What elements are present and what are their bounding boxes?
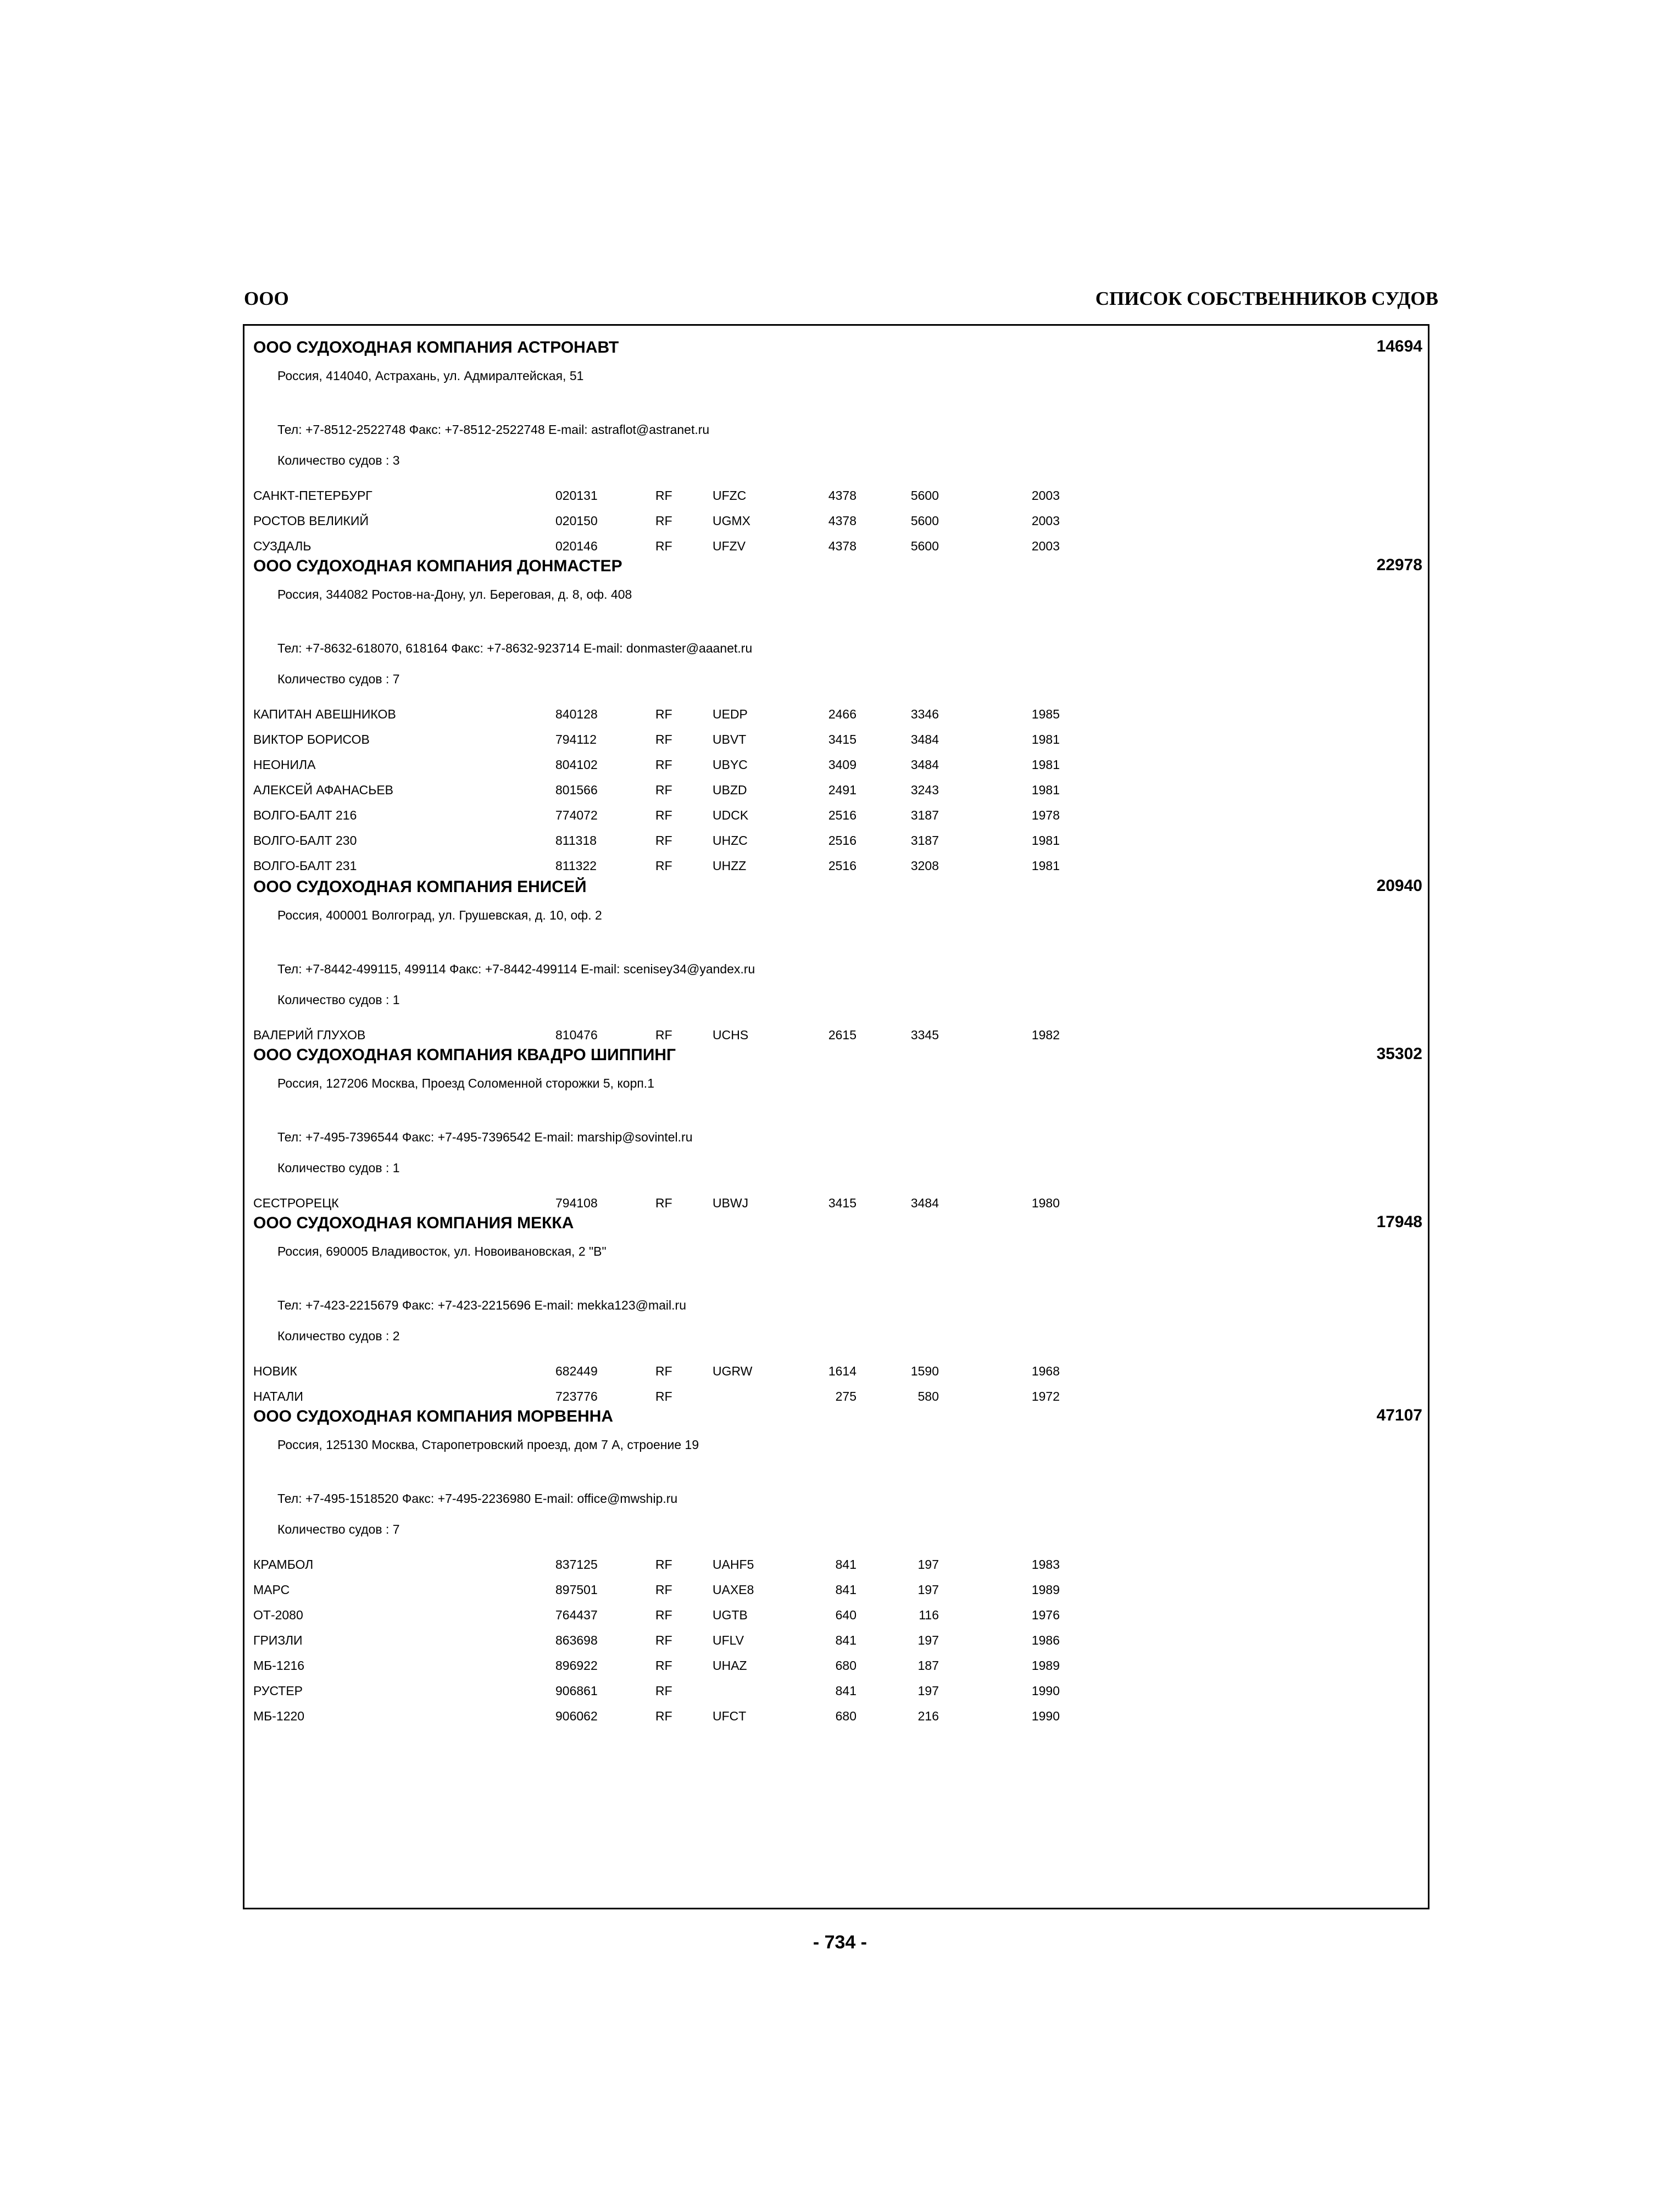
ship-reg-number: 811322	[555, 859, 597, 873]
ship-gross-tonnage: 3415	[828, 732, 856, 747]
ship-build-year: 1982	[1031, 1028, 1060, 1042]
ship-gross-tonnage: 2615	[828, 1028, 856, 1042]
ship-reg-number: 897501	[555, 1583, 598, 1597]
ship-gross-tonnage: 841	[835, 1583, 856, 1597]
ship-flag: RF	[655, 1583, 672, 1597]
ship-reg-number: 810476	[555, 1028, 598, 1042]
ship-name: ВОЛГО-БАЛТ 230	[253, 833, 357, 848]
ship-row	[244, 1657, 1428, 1680]
ship-deadweight: 197	[917, 1633, 939, 1647]
ship-gross-tonnage: 4378	[828, 539, 856, 553]
ship-gross-tonnage: 2516	[828, 859, 856, 873]
company-id: 22978	[1376, 556, 1422, 574]
ship-row	[244, 1556, 1428, 1579]
ship-name: СЕСТРОРЕЦК	[253, 1196, 339, 1210]
ship-gross-tonnage: 275	[835, 1389, 856, 1403]
ship-name: НЕОНИЛА	[253, 757, 316, 772]
ship-count: Количество судов : 7	[277, 672, 400, 686]
ship-build-year: 1981	[1031, 732, 1060, 747]
ship-build-year: 1978	[1031, 808, 1060, 822]
ship-callsign: UGRW	[713, 1364, 753, 1378]
ship-deadweight: 197	[917, 1684, 939, 1698]
ship-row	[244, 1607, 1428, 1630]
ship-reg-number: 804102	[555, 757, 598, 772]
ship-callsign: UGMX	[713, 514, 750, 528]
ship-name: РУСТЕР	[253, 1684, 303, 1698]
company-name: ООО СУДОХОДНАЯ КОМПАНИЯ АСТРОНАВТ	[253, 338, 619, 356]
ship-callsign: UFZV	[713, 539, 746, 553]
ship-callsign: UFCT	[713, 1709, 747, 1723]
ship-callsign: UFZC	[713, 488, 747, 503]
ship-name: МАРС	[253, 1583, 290, 1597]
ship-name: ВИКТОР БОРИСОВ	[253, 732, 370, 747]
ship-build-year: 1981	[1031, 833, 1060, 848]
ship-row	[244, 706, 1428, 729]
ship-flag: RF	[655, 783, 672, 797]
ship-deadweight: 3484	[910, 732, 939, 747]
company-contacts: Тел: +7-423-2215679 Факс: +7-423-2215696 E-mail: mekka123@mail.ru	[277, 1298, 686, 1312]
ship-reg-number: 020146	[555, 539, 598, 553]
ship-row	[244, 756, 1428, 779]
ship-deadweight: 3345	[910, 1028, 939, 1042]
ship-reg-number: 723776	[555, 1389, 598, 1403]
company-contacts: Тел: +7-8512-2522748 Факс: +7-8512-2522748 E-mail: astraflot@astranet.ru	[277, 422, 710, 437]
ship-name: ВОЛГО-БАЛТ 231	[253, 859, 357, 873]
ship-row	[244, 1632, 1428, 1655]
ship-flag: RF	[655, 707, 672, 721]
ship-build-year: 1981	[1031, 757, 1060, 772]
ship-deadweight: 116	[919, 1608, 939, 1622]
ship-callsign: UHZZ	[713, 859, 747, 873]
company-address: Россия, 690005 Владивосток, ул. Новоивановская, 2 "В"	[277, 1244, 607, 1258]
ship-flag: RF	[655, 1709, 672, 1723]
ship-row	[244, 1708, 1428, 1731]
ship-build-year: 1981	[1031, 859, 1060, 873]
ship-row	[244, 832, 1428, 855]
company-contacts: Тел: +7-8632-618070, 618164 Факс: +7-8632-923714 E-mail: donmaster@aaanet.ru	[277, 641, 753, 655]
ship-reg-number: 840128	[555, 707, 598, 721]
ship-row	[244, 782, 1428, 805]
company-address: Россия, 344082 Ростов-на-Дону, ул. Береговая, д. 8, оф. 408	[277, 587, 632, 601]
ship-flag: RF	[655, 1658, 672, 1673]
ship-flag: RF	[655, 757, 672, 772]
ship-callsign: UFLV	[713, 1633, 744, 1647]
ship-name: КРАМБОЛ	[253, 1557, 314, 1572]
company-address: Россия, 125130 Москва, Старопетровский проезд, дом 7 А, строение 19	[277, 1438, 699, 1452]
ship-name: МБ-1220	[253, 1709, 305, 1723]
ship-deadweight: 1590	[910, 1364, 939, 1378]
ship-reg-number: 020150	[555, 514, 598, 528]
ship-flag: RF	[655, 808, 672, 822]
ship-name: НОВИК	[253, 1364, 297, 1378]
ship-callsign: UBYC	[713, 757, 748, 772]
ship-gross-tonnage: 640	[835, 1608, 856, 1622]
ship-build-year: 2003	[1031, 514, 1060, 528]
ship-callsign: UDCK	[713, 808, 749, 822]
ship-deadweight: 3187	[910, 808, 939, 822]
company-contacts: Тел: +7-495-7396544 Факс: +7-495-7396542 E-mail: marship@sovintel.ru	[277, 1130, 693, 1144]
ship-gross-tonnage: 1614	[828, 1364, 856, 1378]
ship-callsign: UBVT	[713, 732, 747, 747]
header-right: СПИСОК СОБСТВЕННИКОВ СУДОВ	[1095, 288, 1438, 309]
ship-name: СУЗДАЛЬ	[253, 539, 311, 553]
ship-flag: RF	[655, 1389, 672, 1403]
ship-flag: RF	[655, 833, 672, 848]
ship-deadweight: 197	[917, 1557, 939, 1572]
ship-deadweight: 3346	[910, 707, 939, 721]
ship-reg-number: 801566	[555, 783, 598, 797]
ship-gross-tonnage: 841	[835, 1684, 856, 1698]
ship-flag: RF	[655, 1608, 672, 1622]
ship-flag: RF	[655, 488, 672, 503]
ship-reg-number: 764437	[555, 1608, 598, 1622]
owners-table-frame	[243, 324, 1429, 1909]
ship-name: ГРИЗЛИ	[253, 1633, 303, 1647]
ship-name: АЛЕКСЕЙ АФАНАСЬЕВ	[253, 783, 394, 797]
ship-gross-tonnage: 2491	[828, 783, 856, 797]
ship-reg-number: 811318	[555, 833, 597, 848]
ship-row	[244, 1363, 1428, 1386]
ship-callsign: UBWJ	[713, 1196, 749, 1210]
ship-name: ВАЛЕРИЙ ГЛУХОВ	[253, 1028, 366, 1042]
ship-row	[244, 487, 1428, 510]
ship-gross-tonnage: 2516	[828, 833, 856, 848]
ship-build-year: 1980	[1031, 1196, 1060, 1210]
company-contacts: Тел: +7-495-1518520 Факс: +7-495-2236980 E-mail: office@mwship.ru	[277, 1491, 678, 1506]
ship-deadweight: 3484	[910, 1196, 939, 1210]
ship-callsign: UGTB	[713, 1608, 748, 1622]
ship-name: НАТАЛИ	[253, 1389, 303, 1403]
ship-deadweight: 3208	[910, 859, 939, 873]
ship-callsign: UAHF5	[713, 1557, 754, 1572]
ship-reg-number: 794108	[555, 1196, 598, 1210]
ship-reg-number: 863698	[555, 1633, 598, 1647]
ship-gross-tonnage: 4378	[828, 488, 856, 503]
ship-callsign: UEDP	[713, 707, 748, 721]
ship-row	[244, 731, 1428, 754]
ship-reg-number: 837125	[555, 1557, 598, 1572]
ship-gross-tonnage: 2516	[828, 808, 856, 822]
ship-build-year: 2003	[1031, 539, 1060, 553]
ship-build-year: 1985	[1031, 707, 1060, 721]
ship-build-year: 1989	[1031, 1583, 1060, 1597]
company-contacts: Тел: +7-8442-499115, 499114 Факс: +7-8442-499114 E-mail: scenisey34@yandex.ru	[277, 962, 755, 976]
ship-build-year: 1983	[1031, 1557, 1060, 1572]
ship-callsign: UAXE8	[713, 1583, 754, 1597]
company-id: 14694	[1376, 337, 1422, 355]
ship-row	[244, 807, 1428, 830]
company-name: ООО СУДОХОДНАЯ КОМПАНИЯ ДОНМАСТЕР	[253, 557, 622, 575]
ship-build-year: 1981	[1031, 783, 1060, 797]
ship-count: Количество судов : 1	[277, 993, 400, 1007]
ship-deadweight: 3484	[910, 757, 939, 772]
company-address: Россия, 400001 Волгоград, ул. Грушевская, д. 10, оф. 2	[277, 908, 602, 922]
ship-gross-tonnage: 841	[835, 1633, 856, 1647]
ship-name: ВОЛГО-БАЛТ 216	[253, 808, 357, 822]
ship-build-year: 1968	[1031, 1364, 1060, 1378]
page-number: - 734 -	[813, 1932, 867, 1953]
ship-flag: RF	[655, 1557, 672, 1572]
ship-deadweight: 187	[917, 1658, 939, 1673]
company-address: Россия, 414040, Астрахань, ул. Адмиралтейская, 51	[277, 369, 584, 383]
ship-deadweight: 3187	[910, 833, 939, 848]
ship-name: МБ-1216	[253, 1658, 305, 1673]
ship-reg-number: 896922	[555, 1658, 598, 1673]
ship-flag: RF	[655, 732, 672, 747]
ship-name: ОТ-2080	[253, 1608, 303, 1622]
ship-row	[244, 1581, 1428, 1605]
company-name: ООО СУДОХОДНАЯ КОМПАНИЯ КВАДРО ШИППИНГ	[253, 1046, 676, 1064]
ship-gross-tonnage: 680	[835, 1658, 856, 1673]
ship-deadweight: 5600	[910, 514, 939, 528]
company-id: 20940	[1376, 877, 1422, 895]
ship-reg-number: 682449	[555, 1364, 598, 1378]
ship-reg-number: 906861	[555, 1684, 598, 1698]
ship-flag: RF	[655, 1364, 672, 1378]
ship-reg-number: 774072	[555, 808, 598, 822]
ship-deadweight: 5600	[910, 539, 939, 553]
ship-deadweight: 5600	[910, 488, 939, 503]
ship-flag: RF	[655, 1633, 672, 1647]
ship-gross-tonnage: 841	[835, 1557, 856, 1572]
ship-count: Количество судов : 3	[277, 453, 400, 467]
ship-callsign: UCHS	[713, 1028, 749, 1042]
ship-reg-number: 794112	[555, 732, 597, 747]
ship-callsign: UHAZ	[713, 1658, 747, 1673]
ship-flag: RF	[655, 1028, 672, 1042]
ship-build-year: 2003	[1031, 488, 1060, 503]
ship-build-year: 1976	[1031, 1608, 1060, 1622]
company-name: ООО СУДОХОДНАЯ КОМПАНИЯ ЕНИСЕЙ	[253, 878, 587, 896]
company-address: Россия, 127206 Москва, Проезд Соломенной сторожки 5, корп.1	[277, 1076, 654, 1090]
ship-flag: RF	[655, 1684, 672, 1698]
ship-flag: RF	[655, 539, 672, 553]
ship-name: КАПИТАН АВЕШНИКОВ	[253, 707, 396, 721]
header-left: ООО	[244, 288, 289, 309]
ship-row	[244, 512, 1428, 536]
ship-count: Количество судов : 1	[277, 1161, 400, 1175]
ship-reg-number: 020131	[555, 488, 598, 503]
ship-deadweight: 580	[917, 1389, 939, 1403]
ship-count: Количество судов : 7	[277, 1522, 400, 1536]
company-name: ООО СУДОХОДНАЯ КОМПАНИЯ МОРВЕННА	[253, 1407, 614, 1425]
ship-build-year: 1972	[1031, 1389, 1060, 1403]
ship-row	[244, 1683, 1428, 1706]
ship-deadweight: 197	[917, 1583, 939, 1597]
ship-gross-tonnage: 3415	[828, 1196, 856, 1210]
ship-flag: RF	[655, 514, 672, 528]
ship-gross-tonnage: 680	[835, 1709, 856, 1723]
ship-reg-number: 906062	[555, 1709, 598, 1723]
ship-callsign: UBZD	[713, 783, 747, 797]
ship-build-year: 1990	[1031, 1684, 1060, 1698]
ship-build-year: 1989	[1031, 1658, 1060, 1673]
ship-flag: RF	[655, 1196, 672, 1210]
ship-deadweight: 216	[917, 1709, 939, 1723]
company-id: 35302	[1376, 1045, 1422, 1063]
ship-deadweight: 3243	[910, 783, 939, 797]
company-id: 47107	[1376, 1406, 1422, 1424]
company-id: 17948	[1376, 1213, 1422, 1231]
ship-name: РОСТОВ ВЕЛИКИЙ	[253, 514, 369, 528]
company-name: ООО СУДОХОДНАЯ КОМПАНИЯ МЕККА	[253, 1214, 574, 1232]
ship-name: САНКТ-ПЕТЕРБУРГ	[253, 488, 372, 503]
ship-flag: RF	[655, 859, 672, 873]
ship-build-year: 1990	[1031, 1709, 1060, 1723]
ship-callsign: UHZC	[713, 833, 748, 848]
ship-count: Количество судов : 2	[277, 1329, 400, 1343]
ship-gross-tonnage: 2466	[828, 707, 856, 721]
ship-build-year: 1986	[1031, 1633, 1060, 1647]
ship-gross-tonnage: 4378	[828, 514, 856, 528]
ship-gross-tonnage: 3409	[828, 757, 856, 772]
